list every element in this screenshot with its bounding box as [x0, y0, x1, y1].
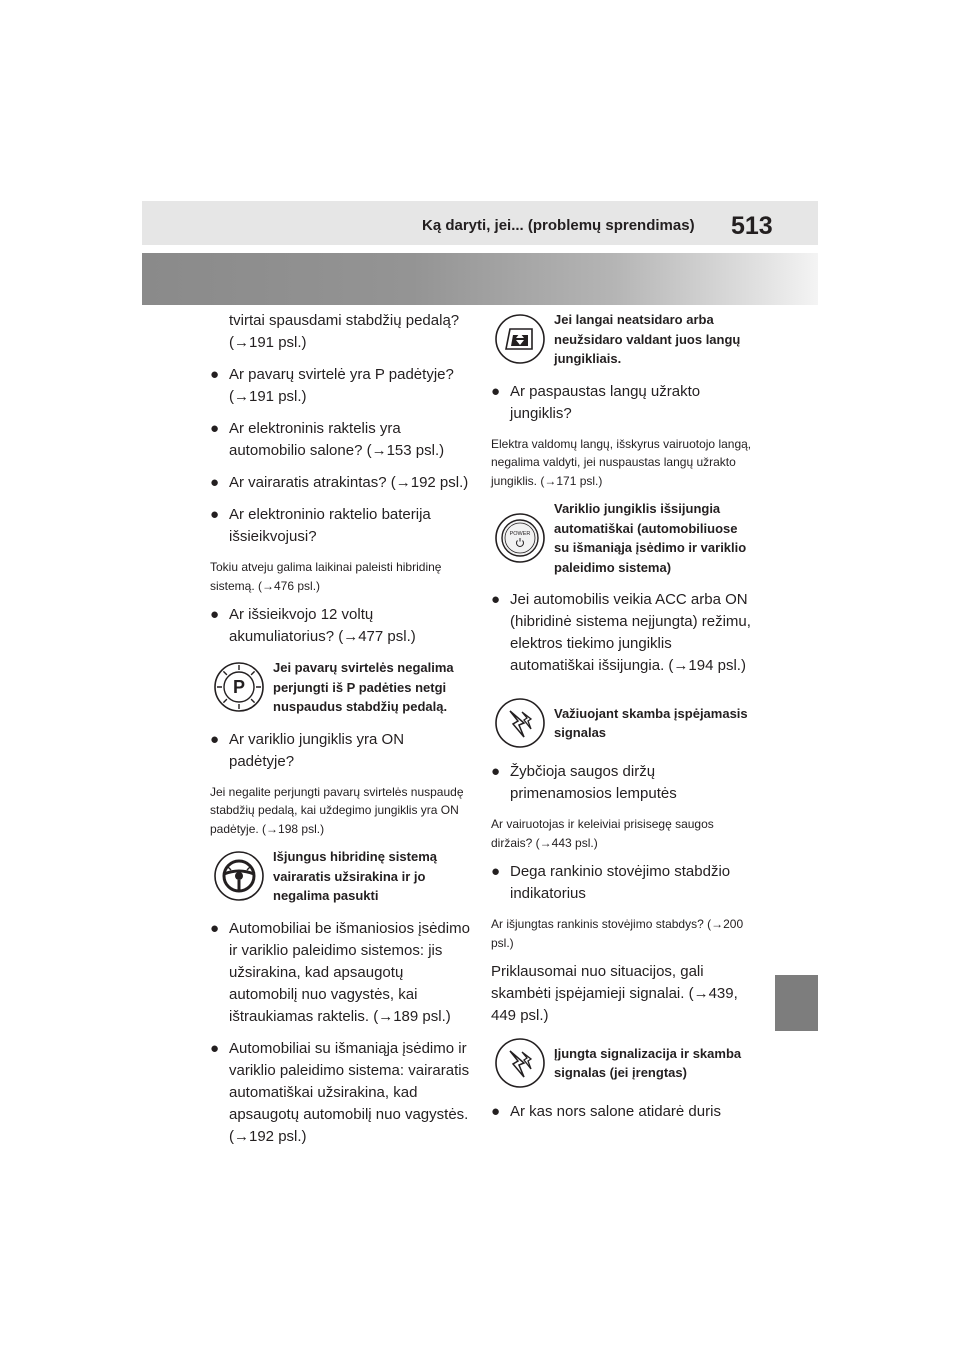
left-column — [210, 310, 472, 1158]
list-item-text: Ar pavarų svirtelė yra P padėtyje? (→191 psl.) — [229, 366, 454, 405]
section-title: Važiuojant skamba įspėjamasis signalas — [554, 705, 748, 740]
bullet-icon: ● — [491, 591, 501, 608]
list-item-text: Ar kas nors salone atidarė duris — [510, 1103, 721, 1120]
list-item-text: Jei automobilis veikia ACC arba ON (hibridinė sistema neįjungta) režimu, elektros tiekimo jungiklis automatiškai išsijungia. (→194 psl.) — [510, 591, 751, 674]
svg-text:P: P — [232, 677, 246, 698]
bullet-icon: ● — [210, 506, 220, 523]
list-item — [210, 729, 472, 773]
paragraph-text: Priklausomai nuo situacijos, gali skambėti įspėjamieji signalai. (→439, 449 psl.) — [491, 963, 738, 1024]
list-item — [491, 1101, 756, 1123]
section-title: Jei pavarų svirtelės negalima perjungti iš P padėties netgi nuspaudus stabdžių pedalą. — [273, 660, 454, 714]
note-text: Elektra valdomų langų, išskyrus vairuotojo langą, negalima valdyti, jei nuspaustas langų užrakto jungiklis. (→171 psl.) — [491, 436, 752, 488]
power-button-label: POWER — [509, 531, 531, 537]
bullet-icon: ● — [210, 420, 220, 437]
chapter-title: Ką daryti, jei... (problemų sprendimas) — [422, 217, 695, 234]
bullet-icon: ● — [210, 919, 220, 937]
bullet-icon: ● — [491, 863, 501, 880]
list-item — [491, 761, 756, 805]
list-item-text: Ar paspaustas langų užrakto jungiklis? — [510, 382, 701, 422]
bullet-icon: ● — [210, 366, 220, 383]
alarm-sound-icon — [494, 697, 546, 749]
bullet-icon: ● — [491, 382, 501, 400]
list-item-text: Ar išsieikvojo 12 voltų akumuliatorius? (→477 psl.) — [229, 606, 416, 645]
note-text: Ar vairuotojas ir keleiviai prisisegę saugos diržais? (→443 psl.) — [491, 817, 714, 850]
section-heading — [210, 847, 472, 906]
list-item — [210, 472, 472, 494]
note-text: Ar išjungtas rankinis stovėjimo stabdys? (→200 psl.) — [491, 917, 744, 950]
power-button-icon — [494, 512, 546, 564]
list-item — [210, 604, 472, 648]
section-heading — [491, 697, 756, 749]
section-title: Jei langai neatsidaro arba neužsidaro valdant juos langų jungikliais. — [554, 312, 741, 366]
right-column — [491, 310, 756, 1133]
note-text: Jei negalite perjungti pavarų svirtelės nuspaudę stabdžių pedalą, kai uždegimo jungiklis yra ON padėtyje. (→198 psl.) — [210, 784, 464, 836]
window-switch-icon — [494, 313, 546, 365]
list-item-text: Automobiliai su išmaniąja įsėdimo ir variklio paleidimo sistema: vairaratis automatiškai užsirakina, kad apsaugotų automobilį nuo vagystės. (→192 psl.) — [229, 1039, 470, 1145]
section-title: Variklio jungiklis išsijungia automatiškai (automobiliuose su išmaniąja įsėdimo ir variklio paleidimo sistema) — [554, 501, 747, 575]
list-item — [210, 504, 472, 548]
list-item — [210, 418, 472, 462]
list-item: tvirtai spausdami stabdžių pedalą? (→191 psl.) — [229, 312, 460, 351]
list-item-text: Ar elektroninio raktelio baterija išsieikvojusi? — [229, 506, 431, 545]
list-item-text: Ar variklio jungiklis yra ON padėtyje? — [229, 730, 405, 770]
list-item-text: Automobiliai be išmaniosios įsėdimo ir variklio paleidimo sistemos: jis užsirakina, kad apsaugotų automobilį nuo vagystės, kai ištraukiamas raktelis. (→189 psl.) — [229, 919, 470, 1025]
parking-gear-icon — [213, 661, 265, 713]
bullet-icon: ● — [210, 730, 220, 748]
bullet-icon: ● — [210, 1039, 220, 1057]
list-item-text: Dega rankinio stovėjimo stabdžio indikatorius — [510, 863, 731, 902]
alarm-sound-icon — [494, 1037, 546, 1089]
section-heading — [491, 310, 756, 369]
list-item — [210, 1038, 472, 1148]
section-heading — [210, 658, 472, 717]
bullet-icon: ● — [210, 606, 220, 623]
page-number: 513 — [731, 212, 773, 240]
list-item-text: Ar elektroninis raktelis yra automobilio salone? (→153 psl.) — [229, 420, 445, 459]
bullet-icon: ● — [210, 474, 220, 491]
list-item — [491, 381, 756, 425]
header-gradient-band — [142, 253, 818, 305]
section-title: Įjungta signalizacija ir skamba signalas (jei įrengtas) — [554, 1045, 742, 1080]
bullet-icon: ● — [491, 1103, 501, 1120]
list-item-text: Žybčioja saugos diržų primenamosios lemputės — [510, 763, 677, 802]
section-title: Išjungus hibridinę sistemą vairaratis užsirakina ir jo negalima pasukti — [273, 849, 437, 903]
section-heading — [491, 1037, 756, 1089]
list-item — [210, 918, 472, 1028]
steering-lock-icon — [213, 850, 265, 902]
list-item — [210, 364, 472, 408]
list-item-text: Ar vairaratis atrakintas? (→192 psl.) — [229, 474, 469, 491]
list-item — [491, 589, 756, 677]
note-text: Tokiu atveju galima laikinai paleisti hibridinę sistemą. (→476 psl.) — [210, 560, 442, 593]
section-heading — [491, 499, 756, 577]
list-item — [491, 861, 756, 905]
bullet-icon: ● — [491, 763, 501, 780]
chapter-side-tab — [775, 975, 818, 1031]
